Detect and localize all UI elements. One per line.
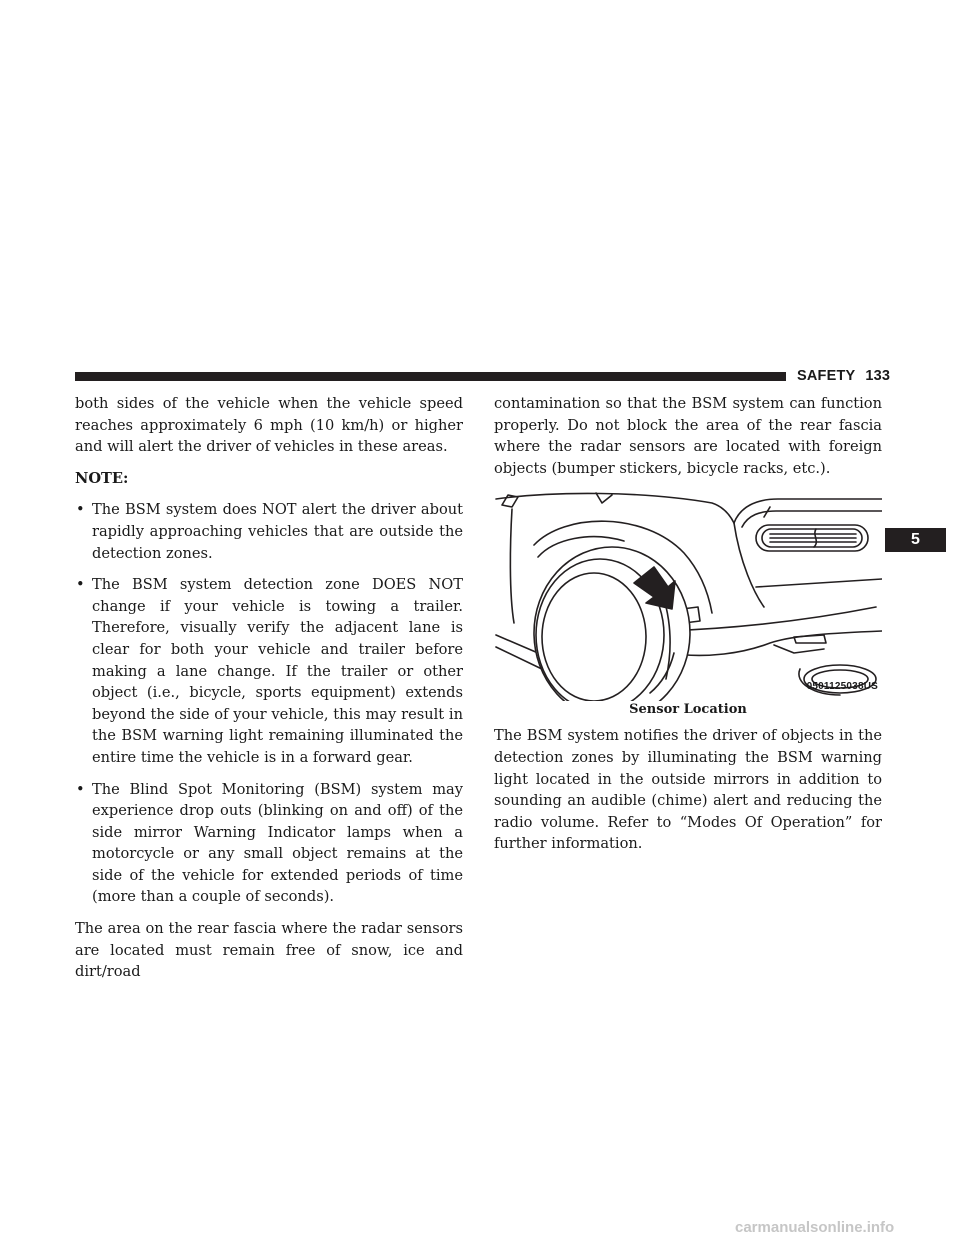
page-number: 133 <box>865 368 891 384</box>
list-item: • The BSM system does NOT alert the driver about rapidly approaching vehicles that are outside the detection zones. <box>76 501 463 562</box>
header-rule <box>75 372 786 381</box>
sensor-location-figure <box>494 483 882 701</box>
figure-code: 0501125038US <box>806 680 878 692</box>
body-paragraph: The BSM system notifies the driver of objects in the detection zones by illuminating the BSM warning light located in the outside mirrors in addition to sounding an audible (chime) alert and reducing the radio volume. Refer to “Modes Of Operation” for further information. <box>494 727 882 853</box>
bullet-symbol: • <box>76 780 85 798</box>
right-column <box>494 393 882 865</box>
left-column <box>75 393 463 993</box>
note-list <box>75 499 463 908</box>
running-header <box>797 367 890 385</box>
closing-paragraph: The area on the rear fascia where the radar sensors are located must remain free of snow, ice and dirt/road <box>75 920 463 981</box>
bullet-symbol: • <box>76 501 85 519</box>
vehicle-rear-illustration <box>494 483 882 701</box>
figure-caption: Sensor Location <box>629 702 747 718</box>
watermark: carmanualsonline.info <box>735 1219 895 1236</box>
section-title: SAFETY <box>797 368 856 384</box>
continuation-paragraph: contamination so that the BSM system can function properly. Do not block the area of the rear fascia where the radar sensors are located with foreign objects (bumper stickers, bicycle racks, etc.). <box>494 395 882 477</box>
note-label: NOTE: <box>75 469 129 487</box>
list-item: • The Blind Spot Monitoring (BSM) system may experience drop outs (blinking on and off) of the side mirror Warning Indicator lamps when a motorcycle or any small object remains at the side of the vehicle for extended periods of time (more than a couple of seconds). <box>76 780 463 906</box>
chapter-tab: 5 <box>885 528 946 552</box>
intro-paragraph: both sides of the vehicle when the vehicle speed reaches approximately 6 mph (10 km/h) or higher and will alert the driver of vehicles in these areas. <box>75 395 463 456</box>
list-item: • The BSM system detection zone DOES NOT change if your vehicle is towing a trailer. Therefore, visually verify the adjacent lane is clear for both your vehicle and trailer before making a lane change. If the trailer or other object (i.e., bicycle, sports equipment) extends beyond the side of your vehicle, this may result in the BSM warning light remaining illuminated the entire time the vehicle is in a forward gear. <box>76 576 463 766</box>
bullet-symbol: • <box>76 576 85 594</box>
